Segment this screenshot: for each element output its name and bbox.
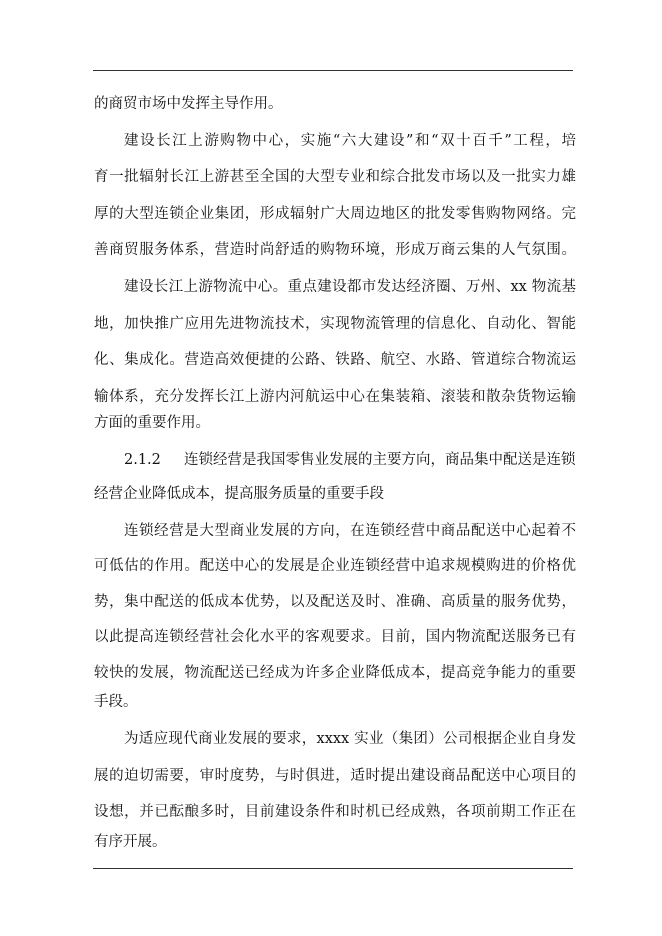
text-line: 的商贸市场中发挥主导作用。 [94, 96, 283, 112]
text-line: 设想，并已酝酿多时，目前建设条件和时机已经成熟，各项前期工作正在 [94, 804, 576, 820]
text-line: 展的迫切需要，审时度势，与时俱进，适时提出建设商品配送中心项目的 [94, 768, 576, 784]
text-line: 连锁经营是大型商业发展的方向，在连锁经营中商品配送中心起着不 [124, 523, 576, 539]
text-line: 输体系，充分发挥长江上游内河航运中心在集装箱、滚装和散杂货物运输 [94, 389, 576, 405]
heading-text: 连锁经营是我国零售业发展的主要方向，商品集中配送是连锁 [184, 452, 576, 468]
text-line: 善商贸服务体系，营造时尚舒适的购物环境，形成万商云集的人气氛围。 [94, 242, 576, 258]
text-line: 化、集成化。营造高效便捷的公路、铁路、航空、水路、管道综合物流运 [94, 352, 576, 368]
section-number: 2.1.2 [124, 452, 161, 468]
section-heading [124, 450, 576, 470]
text-line: 手段。 [94, 694, 138, 710]
text-line: 地，加快推广应用先进物流技术，实现物流管理的信息化、自动化、智能 [94, 316, 576, 332]
text-line: 建设长江上游购物中心，实施“六大建设”和“双十百千”工程，培 [124, 133, 576, 149]
text-line: 有序开展。 [94, 834, 167, 850]
header-rule [93, 70, 573, 71]
text-line: 较快的发展，物流配送已经成为许多企业降低成本，提高竞争能力的重要 [94, 665, 576, 681]
heading-continuation: 经营企业降低成本，提高服务质量的重要手段 [94, 486, 384, 502]
text-line: 以此提高连锁经营社会化水平的客观要求。目前，国内物流配送服务已有 [94, 629, 576, 645]
text-line: 厚的大型连锁企业集团，形成辐射广大周边地区的批发零售购物网络。完 [94, 206, 576, 222]
text-line: 建设长江上游物流中心。重点建设都市发达经济圈、万州、xx 物流基 [124, 279, 576, 295]
text-line: 可低估的作用。配送中心的发展是企业连锁经营中追求规模购进的价格优 [94, 558, 576, 574]
text-line: 为适应现代商业发展的要求，xxxx 实业（集团）公司根据企业自身发 [124, 731, 576, 747]
text-line: 势，集中配送的低成本优势，以及配送及时、准确、高质量的服务优势， [94, 594, 576, 610]
text-line: 方面的重要作用。 [94, 415, 210, 431]
footer-rule [93, 868, 573, 869]
text-line: 育一批辐射长江上游甚至全国的大型专业和综合批发市场以及一批实力雄 [94, 169, 576, 185]
